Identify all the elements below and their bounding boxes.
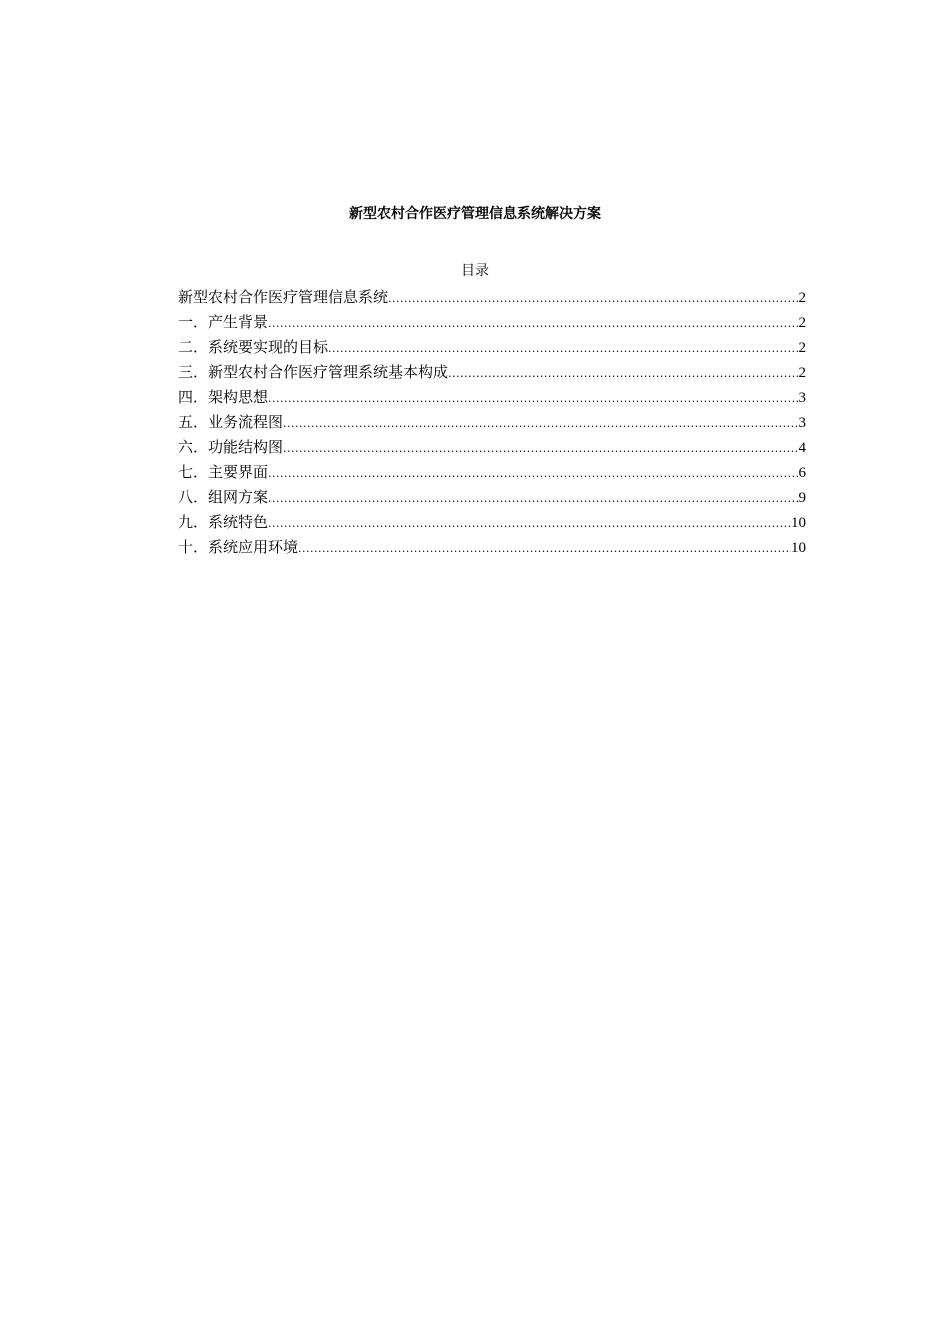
toc-entry[interactable] <box>178 335 806 360</box>
toc-dot-leader <box>283 436 798 461</box>
toc-entry-label: 四．架构思想 <box>178 388 269 406</box>
toc-entry-label: 一．产生背景 <box>178 313 269 331</box>
toc-entry-page-number: 2 <box>798 290 806 306</box>
toc-entry[interactable] <box>178 510 806 535</box>
toc-entry-page-number: 3 <box>798 415 806 431</box>
table-of-contents <box>178 285 806 560</box>
toc-entry-label: 六．功能结构图 <box>178 438 284 456</box>
toc-entry[interactable] <box>178 310 806 335</box>
toc-entry[interactable] <box>178 435 806 460</box>
toc-dot-leader <box>388 286 798 311</box>
toc-entry-label: 七．主要界面 <box>178 463 269 481</box>
toc-entry-label: 二．系统要实现的目标 <box>178 338 329 356</box>
toc-entry-label: 五．业务流程图 <box>178 413 284 431</box>
toc-entry-page-number: 10 <box>791 515 806 531</box>
toc-dot-leader <box>283 411 798 436</box>
toc-dot-leader <box>268 486 798 511</box>
toc-entry-label: 新型农村合作医疗管理信息系统 <box>178 288 389 306</box>
toc-entry[interactable] <box>178 285 806 310</box>
toc-entry[interactable] <box>178 535 806 560</box>
toc-entry-label: 十．系统应用环境 <box>178 538 299 556</box>
toc-entry-page-number: 2 <box>798 340 806 356</box>
toc-dot-leader <box>268 311 798 336</box>
document-title: 新型农村合作医疗管理信息系统解决方案 <box>349 206 601 222</box>
toc-entry-page-number: 6 <box>798 465 806 481</box>
toc-entry-label: 八．组网方案 <box>178 488 269 506</box>
toc-entry[interactable] <box>178 485 806 510</box>
toc-entry[interactable] <box>178 460 806 485</box>
toc-dot-leader <box>328 336 798 361</box>
toc-entry-label: 三．新型农村合作医疗管理系统基本构成 <box>178 363 449 381</box>
toc-entry[interactable] <box>178 360 806 385</box>
toc-entry-page-number: 10 <box>791 540 806 556</box>
toc-entry[interactable] <box>178 410 806 435</box>
toc-dot-leader <box>268 511 791 536</box>
toc-dot-leader <box>268 386 798 411</box>
toc-entry-page-number: 4 <box>798 440 806 456</box>
toc-entry-page-number: 3 <box>798 390 806 406</box>
toc-dot-leader <box>298 536 791 561</box>
toc-dot-leader <box>268 461 798 486</box>
toc-entry-page-number: 2 <box>798 365 806 381</box>
toc-dot-leader <box>448 361 798 386</box>
toc-entry[interactable] <box>178 385 806 410</box>
toc-entry-label: 九．系统特色 <box>178 513 269 531</box>
toc-heading: 目录 <box>461 263 489 279</box>
toc-entry-page-number: 2 <box>798 315 806 331</box>
toc-entry-page-number: 9 <box>798 490 806 506</box>
